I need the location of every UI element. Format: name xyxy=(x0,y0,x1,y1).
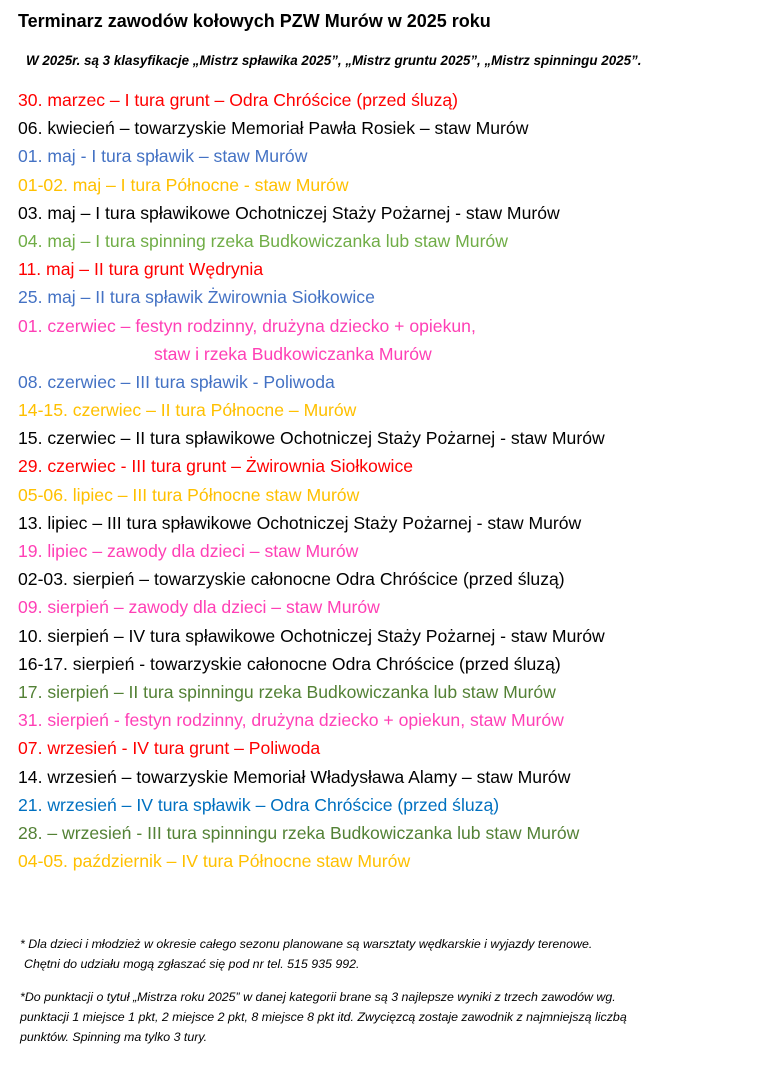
event-text: 08. czerwiec – III tura spławik - Poliwoda xyxy=(18,371,335,392)
event-text: 03. maj – I tura spławikowe Ochotniczej Staży Pożarnej - staw Murów xyxy=(18,202,560,223)
event-item xyxy=(18,142,758,170)
event-item xyxy=(18,763,758,791)
event-text: 10. sierpień – IV tura spławikowe Ochotniczej Staży Pożarnej - staw Murów xyxy=(18,625,605,646)
event-text: 14. wrzesień – towarzyskie Memoriał Władysława Alamy – staw Murów xyxy=(18,766,571,787)
event-item xyxy=(18,847,758,875)
event-item xyxy=(18,312,758,340)
event-item xyxy=(18,481,758,509)
event-text: 05-06. lipiec – III tura Północne staw Murów xyxy=(18,484,360,505)
event-item xyxy=(18,283,758,311)
event-item xyxy=(18,678,758,706)
event-item xyxy=(18,706,758,734)
event-text: 01. maj - I tura spławik – staw Murów xyxy=(18,146,308,167)
event-text: 29. czerwiec - III tura grunt – Żwirownia Siołkowice xyxy=(18,456,414,477)
event-text: 30. marzec – I tura grunt – Odra Chróścice (przed śluzą) xyxy=(18,90,459,110)
event-item xyxy=(18,509,758,537)
event-item xyxy=(18,734,758,762)
event-text: 01. czerwiec – festyn rodzinny, drużyna dziecko + opiekun, xyxy=(18,315,476,336)
event-text: 15. czerwiec – II tura spławikowe Ochotniczej Staży Pożarnej - staw Murów xyxy=(18,428,605,449)
event-text: 25. maj – II tura spławik Żwirownia Siołkowice xyxy=(18,287,375,308)
event-text: 07. wrzesień - IV tura grunt – Poliwoda xyxy=(18,738,321,759)
event-text: 06. kwiecień – towarzyskie Memoriał Pawła Rosiek – staw Murów xyxy=(18,118,529,139)
event-item xyxy=(18,650,758,678)
event-text: 31. sierpień - festyn rodzinny, drużyna dziecko + opiekun, staw Murów xyxy=(18,710,564,731)
event-item xyxy=(18,227,758,255)
event-text: 28. – wrzesień - III tura spinningu rzeka Budkowiczanka lub staw Murów xyxy=(18,822,580,843)
event-text: 04. maj – I tura spinning rzeka Budkowiczanka lub staw Murów xyxy=(18,230,508,251)
footnotes xyxy=(20,934,750,1047)
footnote-kids-line-1: * Dla dzieci i młodzież w okresie całego sezonu planowane są warsztaty wędkarskie i wyjazdy terenowe. xyxy=(20,937,593,951)
footnote-points-line-3: punktów. Spinning ma tylko 3 tury. xyxy=(20,1030,208,1044)
event-text: 01-02. maj – I tura Północne - staw Murów xyxy=(18,174,349,195)
event-text: 16-17. sierpień - towarzyskie całonocne Odra Chróścice (przed śluzą) xyxy=(18,653,561,674)
footnote-kids-line-2-text: Chętni do udziału mogą zgłaszać się pod nr tel. 515 935 992. xyxy=(24,957,360,971)
event-item xyxy=(18,171,758,199)
event-item xyxy=(18,622,758,650)
event-item xyxy=(18,396,758,424)
event-text: 04-05. październik – IV tura Północne staw Murów xyxy=(18,851,411,872)
footnote-points-line-1: *Do punktacji o tytuł „Mistrza roku 2025” w danej kategorii brane są 3 najlepsze wyniki z trzech zawodów wg. xyxy=(20,990,616,1004)
event-item xyxy=(18,86,758,114)
event-text: 21. wrzesień – IV tura spławik – Odra Chróścice (przed śluzą) xyxy=(18,794,500,815)
event-item xyxy=(18,819,758,847)
event-text: 11. maj – II tura grunt Wędrynia xyxy=(18,259,264,280)
event-item xyxy=(18,424,758,452)
event-item xyxy=(18,452,758,480)
event-item xyxy=(18,255,758,283)
event-text: 14-15. czerwiec – II tura Północne – Murów xyxy=(18,400,357,421)
event-item xyxy=(18,114,758,142)
event-item xyxy=(18,368,758,396)
event-text: 09. sierpień – zawody dla dzieci – staw Murów xyxy=(18,597,380,618)
event-item xyxy=(18,537,758,565)
footnote-points-line-2: punktacji 1 miejsce 1 pkt, 2 miejsce 2 pkt, 8 miejsce 8 pkt itd. Zwycięzcą zostaje zawodnik z najmniejszą liczbą xyxy=(20,1010,627,1024)
event-text: 19. lipiec – zawody dla dzieci – staw Murów xyxy=(18,541,359,561)
event-item xyxy=(18,199,758,227)
event-text: staw i rzeka Budkowiczanka Murów xyxy=(154,343,432,364)
event-item xyxy=(18,593,758,621)
event-list xyxy=(18,86,758,875)
event-item xyxy=(18,565,758,593)
event-item-continuation xyxy=(18,340,758,368)
page-subtitle: W 2025r. są 3 klasyfikacje „Mistrz spławika 2025”, „Mistrz gruntu 2025”, „Mistrz spinningu 2025”. xyxy=(26,53,642,68)
event-text: 13. lipiec – III tura spławikowe Ochotniczej Staży Pożarnej - staw Murów xyxy=(18,512,582,533)
page-title: Terminarz zawodów kołowych PZW Murów w 2025 roku xyxy=(18,11,491,31)
event-item xyxy=(18,791,758,819)
event-text: 17. sierpień – II tura spinningu rzeka Budkowiczanka lub staw Murów xyxy=(18,681,556,702)
footnote-kids-line-2 xyxy=(20,954,750,974)
event-text: 02-03. sierpień – towarzyskie całonocne Odra Chróścice (przed śluzą) xyxy=(18,569,565,590)
